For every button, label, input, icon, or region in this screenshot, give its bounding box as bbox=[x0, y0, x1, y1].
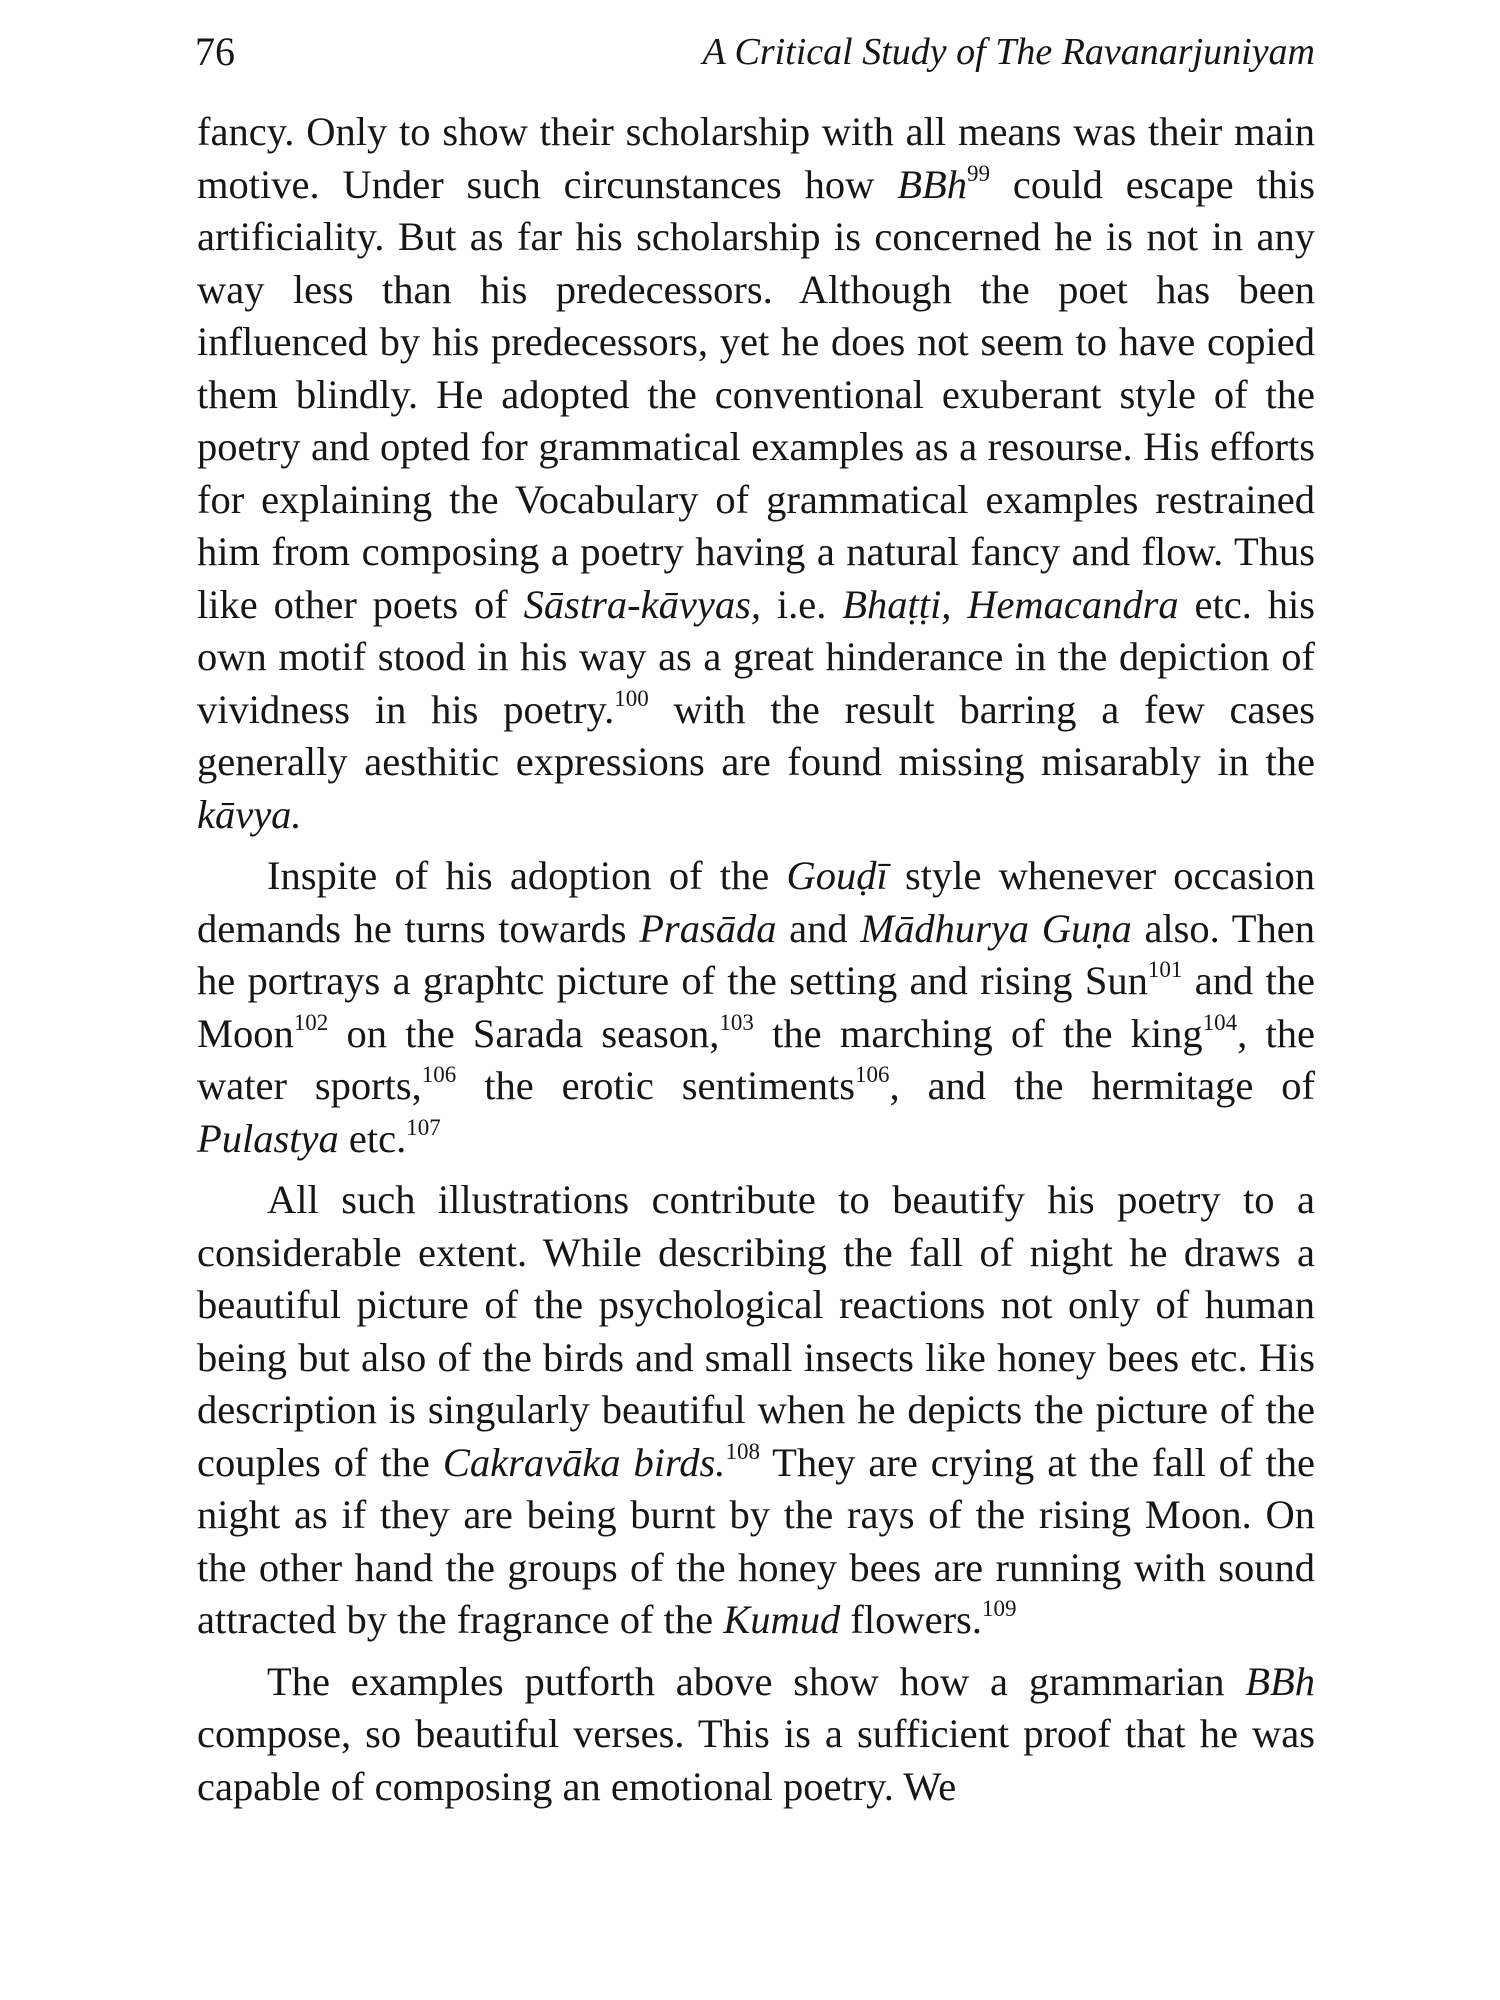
text-run: They are crying at the fall of the night as if they are being burnt by the rays of the rising Moon. On the other hand the groups of the honey bees are running with sound attracted by the fragrance of the bbox=[197, 1439, 1315, 1642]
paragraph bbox=[197, 1174, 1315, 1647]
italic-term: BBh bbox=[897, 161, 967, 207]
text-run: on the Sarada season, bbox=[328, 1010, 720, 1056]
text-run: fancy. Only to show their scholarship with all means was their main motive. Under such circunstances how bbox=[197, 109, 1315, 207]
text-run: , and the hermitage of bbox=[889, 1063, 1315, 1108]
italic-term: Mādhurya Guṇa bbox=[860, 905, 1132, 951]
text-run: All such illustrations contribute to beautify his poetry to a considerable extent. While describing the fall of night he draws a beautiful picture of the psychological reactions not only of human being but also of the birds and small insects like honey bees etc. His description is singularly beautiful when he depicts the picture of the couples of the bbox=[197, 1177, 1315, 1485]
text-run: etc. his own motif stood in his way as a great hinderance in the depiction of vividness in his poetry. bbox=[197, 581, 1315, 732]
italic-term: BBh bbox=[1245, 1658, 1315, 1704]
footnote-marker: 104 bbox=[1202, 1009, 1238, 1035]
page-number: 76 bbox=[195, 29, 235, 74]
text-run: Inspite of his adoption of the bbox=[267, 853, 787, 898]
paragraph bbox=[197, 1656, 1315, 1814]
text-run: etc. bbox=[338, 1115, 407, 1161]
italic-term: Cakravāka birds. bbox=[442, 1439, 726, 1485]
text-run: , the water sports, bbox=[197, 1010, 1315, 1108]
footnote-marker: 109 bbox=[981, 1596, 1017, 1621]
text-run: compose, so beautiful verses. This is a sufficient proof that he was capable of composing an emotional poetry. We bbox=[197, 1711, 1315, 1809]
footnote-marker: 106 bbox=[855, 1062, 890, 1087]
italic-term: Bhaṭṭi, Hemacandra bbox=[842, 581, 1179, 627]
footnote-marker: 103 bbox=[719, 1009, 754, 1035]
text-run: The examples putforth above show how a grammarian bbox=[267, 1658, 1246, 1704]
text-run: i.e. bbox=[760, 581, 843, 627]
footnote-marker: 106 bbox=[421, 1062, 457, 1087]
italic-term: kāvya. bbox=[197, 791, 302, 837]
text-run: could escape this artificiality. But as far his scholarship is concerned he is not in any way less than his predecessors. Although the poet has been influenced by his predecessors, yet he does not seem to have copied them blindly. He adopted the conventional exuberant style of the poetry and opted for grammatical examples as a resourse. His efforts for explaining the Vocabulary of grammatical examples restrained him from composing a poetry having a natural fancy and flow. Thus like other poets of bbox=[197, 161, 1315, 627]
footnote-marker: 108 bbox=[725, 1438, 760, 1464]
italic-term: Pulastya bbox=[197, 1115, 339, 1161]
footnote-marker: 99 bbox=[967, 160, 990, 186]
footnote-marker: 100 bbox=[614, 685, 649, 711]
italic-term: Sāstra-kāvyas, bbox=[523, 581, 761, 627]
text-run: the marching of the king bbox=[753, 1010, 1203, 1056]
italic-term: Kumud bbox=[723, 1597, 841, 1642]
text-run: with the result barring a few cases generally aesthitic expressions are found missing misarably in the bbox=[197, 686, 1316, 784]
page-header bbox=[195, 22, 1315, 82]
text-run: style whenever occasion demands he turns towards bbox=[197, 853, 1315, 951]
italic-term: Gouḍī bbox=[786, 853, 888, 898]
footnote-marker: 102 bbox=[293, 1009, 329, 1035]
paragraph bbox=[197, 106, 1315, 841]
text-run: and the Moon bbox=[197, 958, 1315, 1056]
text-run: the erotic sentiments bbox=[456, 1063, 855, 1108]
body-text bbox=[197, 106, 1315, 1813]
italic-term: Prasāda bbox=[639, 905, 777, 951]
running-title: A Critical Study of The Ravanarjuniyam bbox=[702, 31, 1315, 73]
text-run: and bbox=[776, 905, 861, 951]
text-run: flowers. bbox=[840, 1597, 982, 1642]
footnote-marker: 101 bbox=[1147, 957, 1183, 982]
footnote-marker: 107 bbox=[406, 1114, 441, 1140]
paragraph bbox=[197, 850, 1315, 1165]
text-run: also. Then he portrays a graphtc picture of the setting and rising Sun bbox=[197, 905, 1315, 1003]
